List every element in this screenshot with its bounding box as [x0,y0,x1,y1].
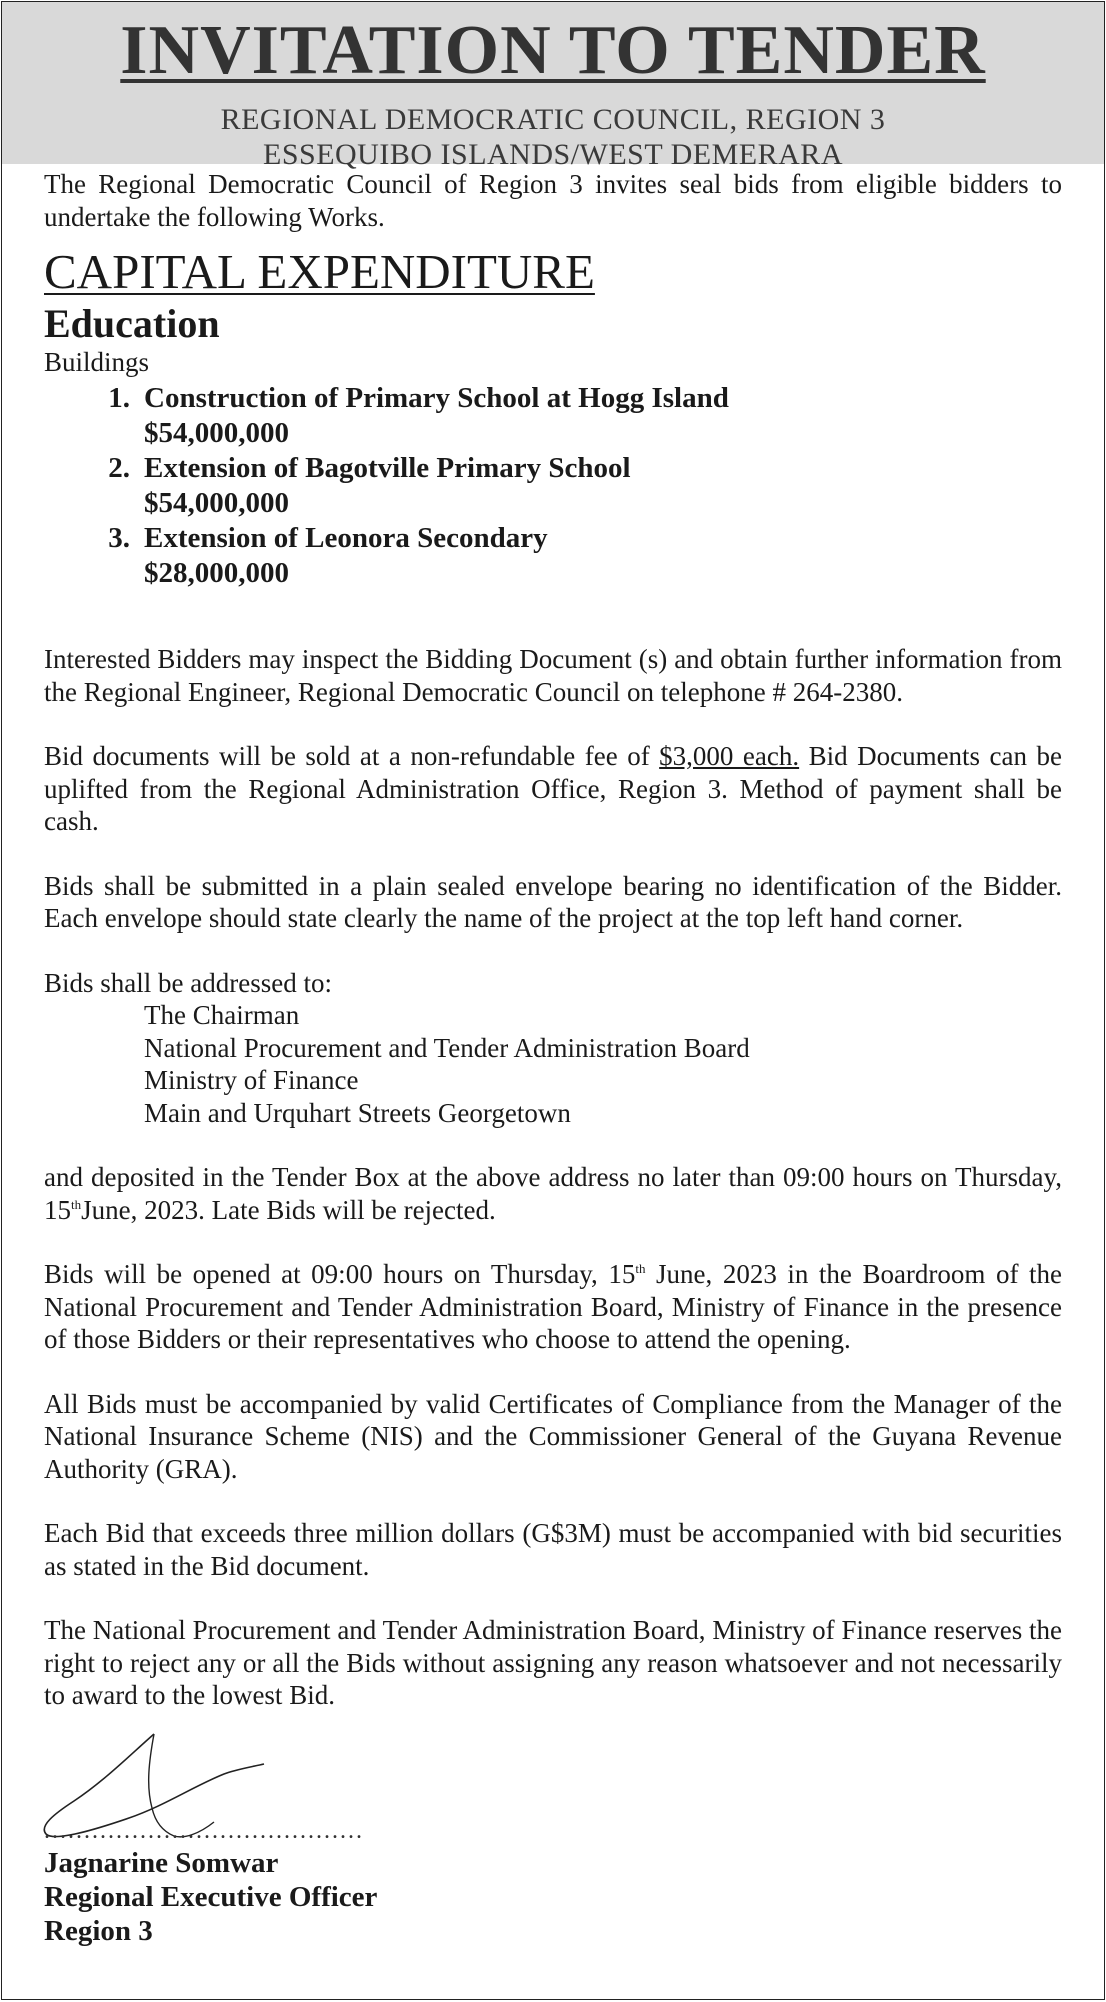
address-line: National Procurement and Tender Administration Board [144,1032,750,1063]
deposit-text-before: and deposited in the Tender Box at the above address no later than 09:00 hours on Thursday, 15 [44,1162,1062,1225]
section-title: CAPITAL EXPENDITURE [44,244,595,299]
deposit-paragraph [44,1161,1062,1226]
address-block [44,967,1062,1130]
signature-block [44,1726,1062,1947]
work-name: Extension of Leonora Secondary [144,522,548,554]
signatory-details [44,1846,377,1948]
compliance-paragraph: All Bids must be accompanied by valid Certificates of Compliance from the Manager of the National Insurance Scheme (NIS) and the Commissioner General of the Guyana Revenue Authority (GRA). [44,1388,1062,1484]
signatory-title: Regional Executive Officer [44,1880,378,1913]
opening-ordinal: th [635,1261,646,1276]
address-lines [144,999,1062,1129]
fee-paragraph [44,740,1062,838]
signatory-name: Jagnarine Somwar [44,1846,279,1879]
address-line: Main and Urquhart Streets Georgetown [144,1097,571,1128]
reserve-paragraph: The National Procurement and Tender Administration Board, Ministry of Finance reserves the right to reject any or all the Bids without assigning any reason whatsoever and not necessarily to award to the lowest Bid. [44,1615,1062,1710]
opening-text-before: Bids will be opened at 09:00 hours on Thursday, 15 [44,1259,636,1289]
header-banner [2,2,1104,171]
work-number: 1. [108,382,130,414]
work-item [44,451,1062,521]
security-paragraph: Each Bid that exceeds three million dollars (G$3M) must be accompanied with bid securities as stated in the Bid document. [44,1518,1062,1581]
council-name: REGIONAL DEMOCRATIC COUNCIL, REGION 3 [220,103,886,136]
opening-text-after: June, 2023 in the Boardroom of the National Procurement and Tender Administration Board, Ministry of Finance in the presence of those Bidders or their representatives who choose to attend the opening. [44,1259,1062,1354]
envelope-paragraph: Bids shall be submitted in a plain sealed envelope bearing no identification of the Bidder. Each envelope should state clearly the name of the project at the top left hand corner. [44,870,1062,933]
deposit-text-after: June, 2023. Late Bids will be rejected. [81,1194,496,1225]
works-list [44,381,1062,591]
work-name: Extension of Bagotville Primary School [144,452,631,484]
fee-text-before: Bid documents will be sold at a non-refundable fee of [44,741,660,771]
signature-line: ........................................ [44,1817,364,1844]
address-line: The Chairman [144,1000,300,1030]
signatory-region: Region 3 [44,1914,153,1947]
work-amount: $28,000,000 [144,557,289,589]
work-amount: $54,000,000 [144,417,289,449]
work-item [44,521,1062,591]
fee-text-after: Bid Documents can be uplifted from the Regional Administration Office, Region 3. Method of payment shall be cash. [44,741,1062,836]
work-number: 2. [108,452,130,484]
address-line: Ministry of Finance [144,1065,359,1095]
work-item [44,381,1062,451]
opening-paragraph [44,1258,1062,1356]
work-name: Construction of Primary School at Hogg Island [144,382,729,414]
region-name: ESSEQUIBO ISLANDS/WEST DEMERARA [263,138,843,171]
address-intro: Bids shall be addressed to: [44,967,332,998]
notice-body [2,164,1104,1947]
notice-paragraphs [44,643,1062,1712]
tender-notice [1,1,1105,2000]
deposit-ordinal: th [71,1196,82,1212]
subcategory-label: Buildings [44,347,150,377]
inspect-paragraph: Interested Bidders may inspect the Bidding Document (s) and obtain further information from the Regional Engineer, Regional Democratic Council on telephone # 264-2380. [44,644,1062,707]
fee-amount: $3,000 each. [659,741,800,771]
work-number: 3. [108,522,130,554]
notice-title: INVITATION TO TENDER [120,12,986,89]
category-heading: Education [44,301,220,346]
intro-paragraph: The Regional Democratic Council of Region 3 invites seal bids from eligible bidders to undertake the following Works. [44,169,1062,232]
work-amount: $54,000,000 [144,487,289,519]
